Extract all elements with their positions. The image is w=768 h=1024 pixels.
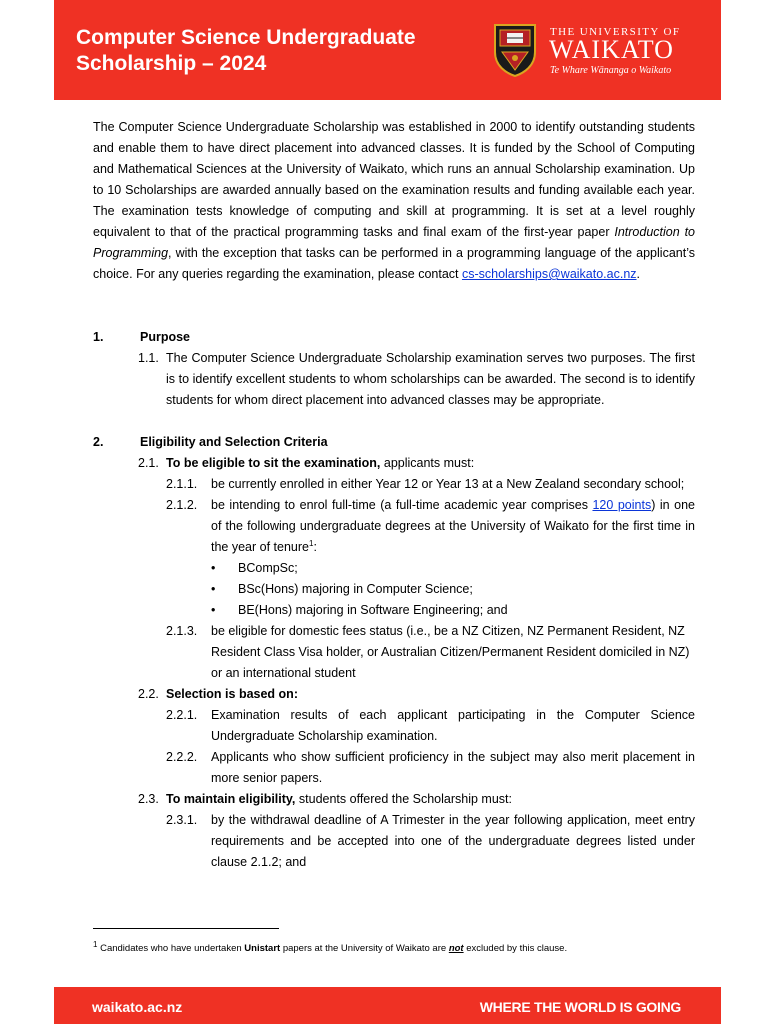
- section-heading: Purpose: [140, 330, 191, 344]
- header-banner: [54, 0, 721, 100]
- section-heading: Eligibility and Selection Criteria: [140, 435, 328, 449]
- clause-2-2-1: 2.2.1. Examination results of each applicant participating in the Computer Science Undergraduate Scholarship examination.: [166, 708, 695, 743]
- clause-2-1-3: 2.1.3. be eligible for domestic fees status (i.e., be a NZ Citizen, NZ Permanent Resident, NZ Resident Class Visa holder, or Australian Citizen/Permanent Resident domiciled in NZ) or an international student: [166, 624, 690, 680]
- list-item: • BSc(Hons) majoring in Computer Science;: [211, 582, 473, 596]
- clause-2-1-1: 2.1.1. be currently enrolled in either Year 12 or Year 13 at a New Zealand secondary school;: [166, 477, 685, 491]
- footer-banner: [54, 987, 721, 1024]
- list-item: • BCompSc;: [211, 561, 298, 575]
- list-item: • BE(Hons) majoring in Software Engineering; and: [211, 603, 508, 617]
- footer-tagline: WHERE THE WORLD IS GOING: [479, 999, 681, 1015]
- clause-1-1: 1.1. The Computer Science Undergraduate Scholarship examination serves two purposes. The first is to identify excellent students to whom scholarships can be awarded. The second is to identify students for whom direct placement into advanced classes may be appropriate.: [138, 351, 695, 407]
- footnote-divider: [93, 928, 279, 929]
- clause-2-3: 2.3. To maintain eligibility, students offered the Scholarship must:: [138, 792, 512, 806]
- clause-2-2-2: 2.2.2. Applicants who show sufficient proficiency in the subject may also merit placement in more senior papers.: [166, 750, 695, 785]
- clause-2-1: 2.1. To be eligible to sit the examination, applicants must:: [138, 456, 475, 470]
- section-eligibility: 2. Eligibility and Selection Criteria 2.1. To be eligible to sit the examination, applicants must: 2.1.1. be currently enrolled in either Year 12 or Year 13 at a New Zealand secondary school; 2.1.2. be intending to enrol full-time (a full-time academic year comprises 120 points) in one of the following undergraduate degrees at the University of Waikato for the first time in the year of tenure$^1$: • BCompSc; • BSc(Hons) majoring in Computer Science; • BE(Hons) majoring in Software Engineering; and 2.1.3. be eligible for domestic fees status (i.e., be a NZ Citizen, NZ Permanent Resident, NZ Resident Class Visa holder, or Australian Citizen/Permanent Resident domiciled in NZ) or an international student 2.2. Selection is based on: 2.2.1. Examination results of each applicant participating in the Computer Science Undergraduate Scholarship examination. 2.2.2. Applicants who show sufficient proficiency in the subject may also merit placement in more senior papers. 2.3. To maintain eligibility, students offered the Scholarship must: 2.3.1. by the withdrawal deadline of A Trimester in the year following application, meet entry requirements and be accepted into one of the undergraduate degrees listed under clause 2.1.2; and: [93, 432, 695, 873]
- footer-website[interactable]: waikato.ac.nz: [92, 999, 183, 1015]
- clause-2-1-2: 2.1.2. be intending to enrol full-time (a full-time academic year comprises 120 points) in one of the following undergraduate degrees at the University of Waikato for the first time in the year of tenure$^1$:: [166, 498, 695, 554]
- document-body: [93, 117, 695, 873]
- contact-email-link[interactable]: cs-scholarships@waikato.ac.nz: [461, 267, 637, 281]
- clause-2-2: 2.2. Selection is based on:: [138, 687, 298, 701]
- page-title: Computer Science Undergraduate Scholarship – 2024: [76, 26, 416, 75]
- intro-paragraph: The Computer Science Undergraduate Scholarship was established in 2000 to identify outstanding students and enable them to have direct placement into advanced classes. It is funded by the School of Computing and Mathematical Sciences at the University of Waikato, which runs an annual Scholarship examination. Up to 10 Scholarships are awarded annually based on the examination results and funding available each year. The examination tests knowledge of computing and skill at programming. It is set at a level roughly equivalent to that of the practical programming tasks and final exam of the first-year paper Introduction to Programming, with the exception that tasks can be performed in a programming language of the applicant’s choice. For any queries regarding the examination, please contact cs-scholarships@waikato.ac.nz.: [93, 120, 695, 281]
- section-purpose: 1. Purpose 1.1. The Computer Science Undergraduate Scholarship examination serves two purposes. The first is to identify excellent students to whom scholarships can be awarded. The second is to identify students for whom direct placement into advanced classes may be appropriate.: [93, 327, 695, 411]
- points-link[interactable]: 120 points: [592, 498, 652, 512]
- university-logo: THE UNIVERSITY OF WAIKATO Te Whare Wānanga o Waikato: [492, 22, 692, 82]
- footnote: $^1$ Candidates who have undertaken Unistart papers at the University of Waikato are not excluded by this clause.: [93, 939, 568, 954]
- university-crest-icon: [492, 22, 538, 78]
- clause-2-3-1: 2.3.1. by the withdrawal deadline of A Trimester in the year following application, meet entry requirements and be accepted into one of the undergraduate degrees listed under clause 2.1.2; and: [166, 813, 695, 869]
- footnote-ref[interactable]: 1: [308, 538, 314, 548]
